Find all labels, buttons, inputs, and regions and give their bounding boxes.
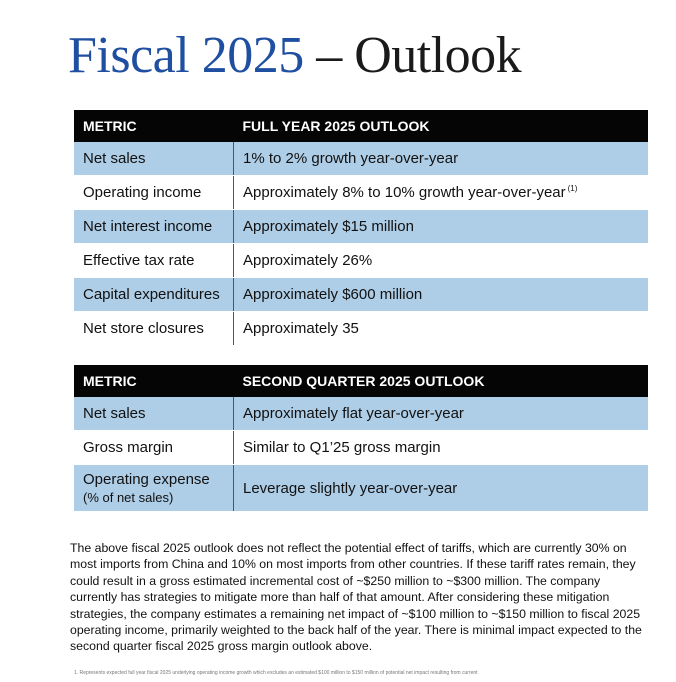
metric-cell: Net interest income [74,210,234,244]
table-header-row [74,365,648,397]
table-row [74,465,648,512]
tariff-note-paragraph: The above fiscal 2025 outlook does not reflect the potential effect of tariffs, which are currently 30% on most imports from China and 10% on most imports from other countries. If these tariff rates remain, they could result in a gross estimated incremental cost of ~$250 million to ~$300 million. The company currently has strategies to mitigate more than half of that amount. After considering these mitigation strategies, the company estimates a remaining net impact of ~$100 million to ~$150 million to fiscal 2025 operating income, primarily weighted to the back half of the year. There is minimal impact expected to the second quarter fiscal 2025 gross margin outlook above. [70,541,642,654]
metric-cell: Gross margin [74,431,234,465]
table-row [74,176,648,210]
value-cell: 1% to 2% growth year-over-year [234,142,649,176]
metric-cell: Capital expenditures [74,278,234,312]
metric-cell [74,465,234,512]
footnote-marker: (1) [567,184,578,193]
value-cell: Leverage slightly year-over-year [234,465,649,512]
value-cell: Similar to Q1’25 gross margin [234,431,649,465]
page-title [68,26,521,86]
full-year-outlook-table [74,110,648,346]
value-cell: Approximately 26% [234,244,649,278]
metric-column-header: METRIC [74,365,234,397]
table-header-row [74,110,648,142]
table-row [74,397,648,431]
value-text: Approximately 8% to 10% growth year-over-year [243,184,566,201]
metric-cell: Net store closures [74,312,234,346]
metric-subtext: (% of net sales) [83,490,174,505]
metric-text: Operating expense [83,471,210,488]
metric-cell: Net sales [74,397,234,431]
footnote: 1. Represents expected full year fiscal 2025 underlying operating income growth which excludes an estimated $100 million to $150 million of potential net impact resulting from current [74,670,478,676]
value-cell: Approximately $15 million [234,210,649,244]
outlook-column-header: SECOND QUARTER 2025 OUTLOOK [234,365,649,397]
table-row [74,142,648,176]
table-row [74,312,648,346]
title-dash: – [316,27,342,84]
metric-column-header: METRIC [74,110,234,142]
value-cell: Approximately flat year-over-year [234,397,649,431]
value-cell: Approximately $600 million [234,278,649,312]
table-row [74,431,648,465]
metric-cell: Net sales [74,142,234,176]
value-cell [234,176,649,210]
table-row [74,278,648,312]
table-row [74,244,648,278]
title-outlook: Outlook [354,27,522,84]
metric-cell: Operating income [74,176,234,210]
title-fiscal-2025: Fiscal 2025 [68,27,304,84]
metric-cell: Effective tax rate [74,244,234,278]
table-row [74,210,648,244]
second-quarter-outlook-table [74,365,648,512]
value-cell: Approximately 35 [234,312,649,346]
outlook-column-header: FULL YEAR 2025 OUTLOOK [234,110,649,142]
